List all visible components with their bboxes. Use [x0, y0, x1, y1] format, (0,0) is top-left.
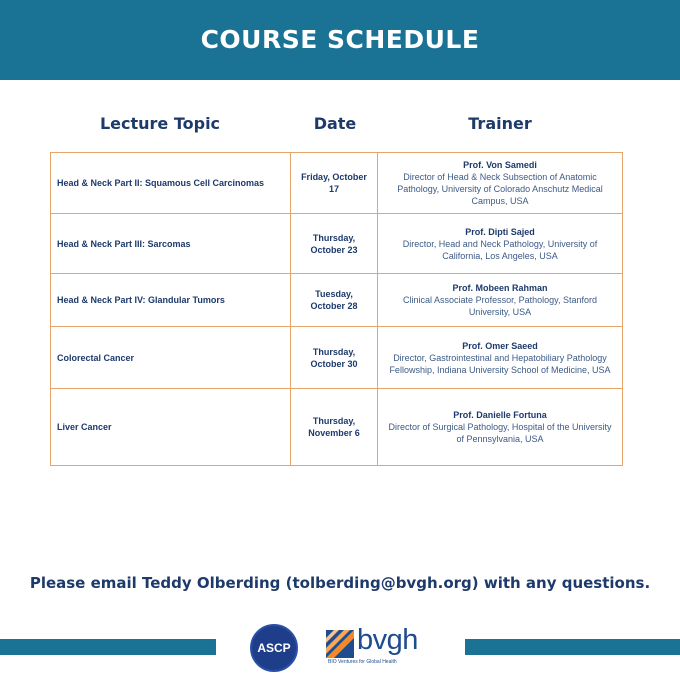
trainer-name: Prof. Dipti Sajed	[465, 226, 535, 237]
trainer-cell	[378, 214, 623, 274]
contact-note: Please email Teddy Olberding (tolberding@bvgh.org) with any questions.	[29, 574, 651, 592]
table-row	[51, 389, 623, 466]
table-row	[51, 214, 623, 274]
bvgh-mark-icon	[326, 630, 354, 658]
column-header-trainer: Trainer	[468, 114, 532, 133]
trainer-name: Prof. Omer Saeed	[462, 340, 538, 351]
footer-bar-left	[0, 639, 216, 655]
bvgh-logo-icon	[326, 624, 446, 670]
trainer-name: Prof. Danielle Fortuna	[453, 410, 547, 420]
trainer-role: Director, Gastrointestinal and Hepatobiliary Pathology Fellowship, Indiana University School of Medicine, USA	[389, 352, 611, 375]
trainer-role: Clinical Associate Professor, Pathology, Stanford University, USA	[403, 295, 597, 317]
footer-bar-right	[465, 639, 680, 655]
date-cell: Thursday, November 6	[291, 389, 378, 466]
topic-cell: Head & Neck Part IV: Glandular Tumors	[51, 274, 291, 327]
topic-cell: Liver Cancer	[51, 389, 291, 466]
date-cell: Thursday, October 30	[291, 327, 378, 389]
date-cell: Thursday, October 23	[291, 214, 378, 274]
column-header-date: Date	[313, 114, 357, 133]
column-headers	[0, 114, 680, 138]
topic-cell: Head & Neck Part III: Sarcomas	[51, 214, 291, 274]
page-title: COURSE SCHEDULE	[200, 24, 480, 54]
trainer-name: Prof. Mobeen Rahman	[452, 283, 548, 293]
trainer-role: Director, Head and Neck Pathology, University of California, Los Angeles, USA	[402, 238, 598, 261]
table-row	[51, 274, 623, 327]
topic-cell: Colorectal Cancer	[51, 327, 291, 389]
trainer-cell	[378, 274, 623, 327]
topic-cell: Head & Neck Part II: Squamous Cell Carcinomas	[51, 153, 291, 214]
trainer-cell	[378, 153, 623, 214]
table-row	[51, 153, 623, 214]
column-header-topic: Lecture Topic	[99, 114, 221, 133]
ascp-logo-text: ASCP	[257, 641, 291, 655]
trainer-cell	[378, 389, 623, 466]
ascp-logo-icon	[250, 624, 298, 672]
bvgh-logo-text: bvgh	[357, 624, 418, 656]
trainer-role: Director of Surgical Pathology, Hospital of the University of Pennsylvania, USA	[388, 422, 612, 444]
bvgh-logo-subtitle: BIO Ventures for Global Health	[328, 659, 397, 665]
trainer-name: Prof. Von Samedi	[463, 160, 537, 170]
trainer-role: Director of Head & Neck Subsection of Anatomic Pathology, University of Colorado Anschutz Medical Campus, USA	[397, 172, 603, 206]
trainer-cell	[378, 327, 623, 389]
header-banner	[0, 0, 680, 80]
date-cell: Tuesday, October 28	[291, 274, 378, 327]
date-cell: Friday, October 17	[291, 153, 378, 214]
table-row	[51, 327, 623, 389]
schedule-table	[50, 152, 623, 466]
